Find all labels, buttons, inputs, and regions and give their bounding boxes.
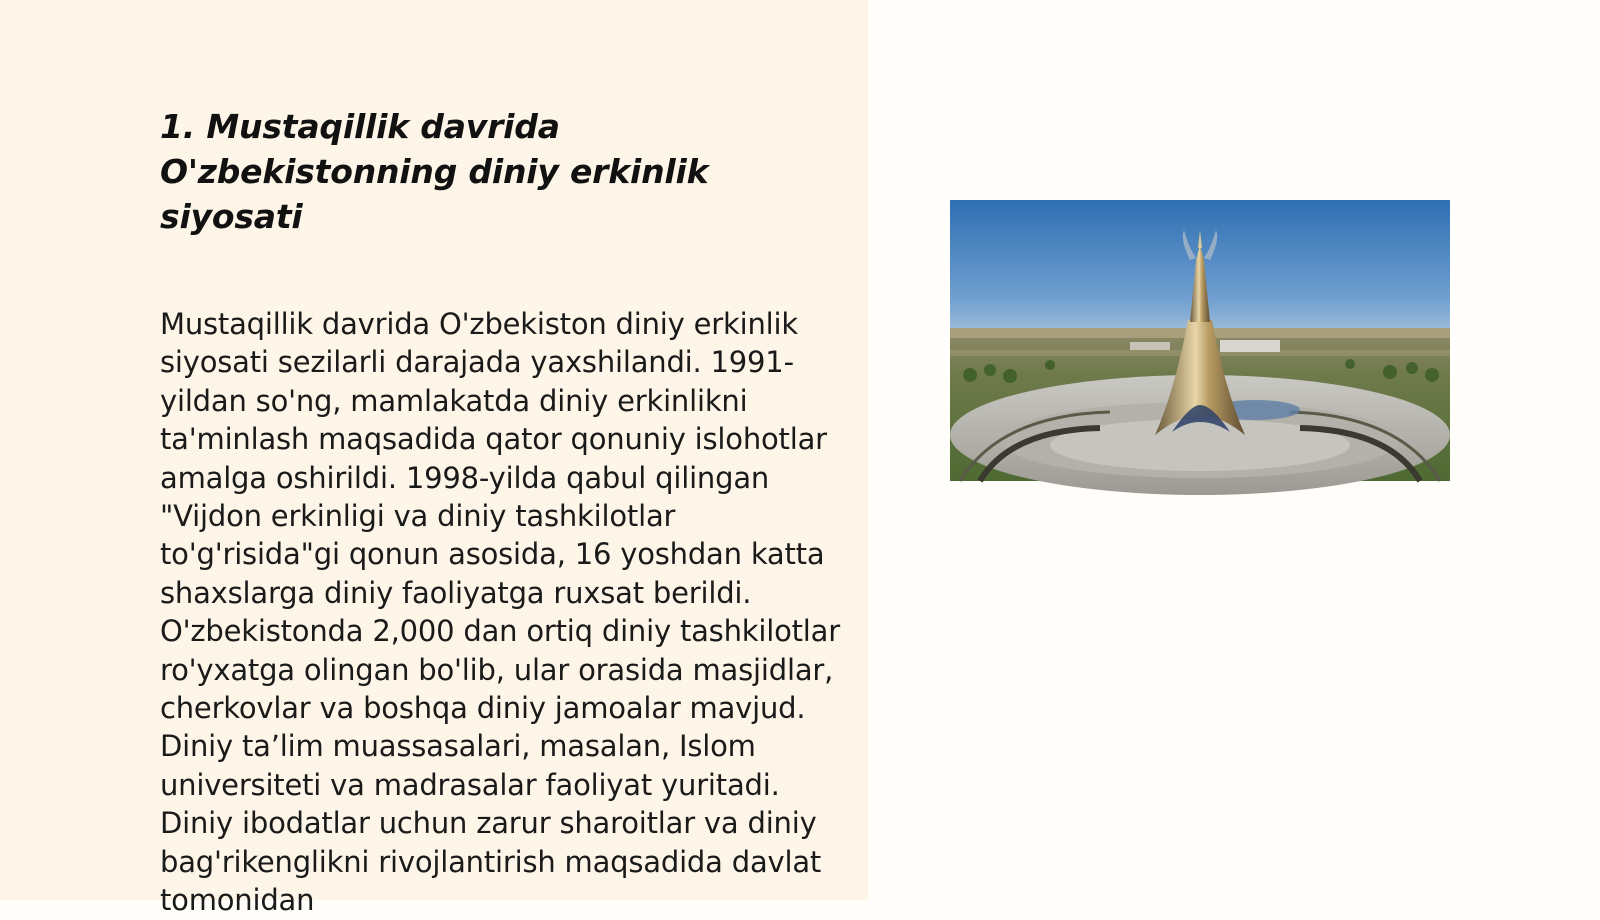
slide-title: 1. Mustaqillik davrida O'zbekistonning diniy erkinlik siyosati (160, 107, 709, 236)
monument-photo (950, 200, 1450, 481)
slide-body-text: Mustaqillik davrida O'zbekiston diniy erkinlik siyosati sezilarli darajada yaxshilandi. 1991-yildan so'ng, mamlakatda diniy erkinlikni ta'minlash maqsadida qator qonuniy islohotlar amalga oshirildi. 1998-yilda qabul qilingan "Vijdon erkinligi va diniy tashkilotlar to'g'risida"gi qonun asosida, 16 yoshdan katta shaxslarga diniy faoliyatga ruxsat berildi. O'zbekistonda 2,000 dan ortiq diniy tashkilotlar ro'yxatga olingan bo'lib, ular orasida masjidlar, cherkovlar va boshqa diniy jamoalar mavjud. Diniy ta’lim muassasalari, masalan, Islom universiteti va madrasalar faoliyat yuritadi. Diniy ibodatlar uchun zarur sharoitlar va diniy bag'rikenglikni rivojlantirish maqsadida davlat tomonidan (160, 307, 840, 918)
